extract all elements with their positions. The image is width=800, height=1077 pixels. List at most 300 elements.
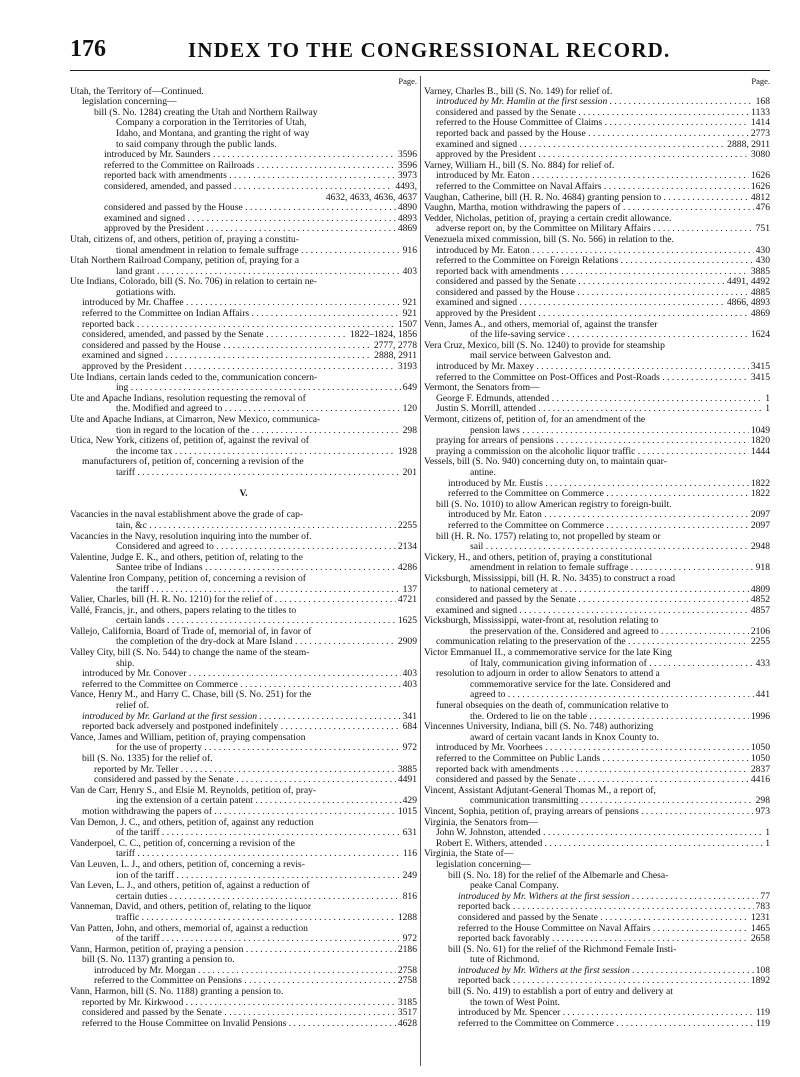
entry-text: amendment in relation to female suffrage . . . bbox=[470, 563, 770, 573]
entry-text: Considered and agreed to . . . bbox=[116, 542, 417, 552]
index-entry bbox=[70, 743, 417, 754]
index-entry bbox=[424, 108, 770, 119]
index-entry bbox=[424, 129, 770, 140]
index-entry bbox=[70, 510, 417, 521]
index-entry bbox=[424, 563, 770, 574]
page-reference: 2134 bbox=[397, 542, 417, 553]
index-entry bbox=[424, 913, 770, 924]
page-reference: 1444 bbox=[750, 446, 770, 457]
entry-text: communication transmitting . . . bbox=[470, 796, 770, 806]
index-entry bbox=[70, 796, 417, 807]
page-reference: 4493, bbox=[395, 181, 417, 192]
page-reference: 1822–1824, 1856 bbox=[349, 330, 417, 341]
index-entry bbox=[70, 129, 417, 140]
entry-text: ing the extension of a certain patent . . . bbox=[116, 796, 417, 806]
entry-text: for the use of property . . . bbox=[116, 743, 417, 753]
index-entry bbox=[70, 690, 417, 701]
entry-text: Virginia, the State of— bbox=[424, 849, 514, 860]
entry-text: peake Canal Company. bbox=[470, 881, 559, 892]
entry-text: Santee tribe of Indians . . . bbox=[116, 563, 417, 573]
index-entry bbox=[424, 839, 770, 850]
page-reference: 119 bbox=[755, 1018, 770, 1029]
entry-text: Vickery, H., and others, petition of, praying a constitutional bbox=[424, 552, 653, 563]
index-entry bbox=[70, 288, 417, 299]
index-entry bbox=[424, 786, 770, 797]
entry-text: resolution to adjourn in order to allow Senators to attend a bbox=[436, 669, 660, 680]
entry-text: the. Ordered to lie on the table . . . bbox=[470, 712, 770, 722]
index-entry bbox=[424, 288, 770, 299]
index-entry bbox=[424, 510, 770, 521]
entry-text: considered and passed by the Senate . . . bbox=[436, 595, 770, 605]
index-entry bbox=[424, 998, 770, 1009]
index-entry bbox=[70, 987, 417, 998]
index-entry bbox=[424, 362, 770, 373]
page-reference: 2658 bbox=[750, 934, 770, 945]
index-entry bbox=[424, 627, 770, 638]
entry-text: introduced by Mr. Withers at the first session . . . bbox=[458, 966, 770, 976]
entry-text: reported by Mr. Kirkwood . . . bbox=[82, 998, 417, 1008]
index-entry bbox=[70, 722, 417, 733]
index-entry bbox=[70, 945, 417, 956]
entry-text: Vance, James and William, petition of, praying compensation bbox=[70, 732, 306, 743]
index-entry bbox=[70, 171, 417, 182]
entry-text: introduced by Mr. Chaffee . . . bbox=[82, 298, 417, 308]
page-reference: 298 bbox=[755, 796, 770, 807]
page-reference: 1822 bbox=[750, 478, 770, 489]
index-entry bbox=[70, 532, 417, 543]
page-reference: 1624 bbox=[750, 330, 770, 341]
page-reference: 4286 bbox=[397, 563, 417, 574]
index-entry bbox=[70, 256, 417, 267]
entry-text: antine. bbox=[470, 467, 496, 478]
entry-text: Victor Emmanuel II., a commemorative service for the late King bbox=[424, 648, 672, 659]
page-reference: 3517 bbox=[397, 1008, 417, 1019]
index-entry bbox=[70, 637, 417, 648]
page-reference: 1 bbox=[765, 828, 770, 839]
page-reference: 1465 bbox=[750, 923, 770, 934]
entry-text: considered and passed by the Senate . . . bbox=[436, 108, 770, 118]
index-entry bbox=[424, 309, 770, 320]
entry-text: the completion of the dry-dock at Mare Island . . . bbox=[116, 637, 417, 647]
entry-text: to said company through the public lands. bbox=[116, 139, 277, 150]
page-reference: 1050 bbox=[750, 754, 770, 764]
entry-text: Ute and Apache Indians, resolution requesting the removal of bbox=[70, 393, 306, 404]
page-reference: 403 bbox=[402, 669, 417, 680]
page-reference: 816 bbox=[402, 891, 417, 902]
index-entry bbox=[424, 807, 770, 818]
page-reference: 4866, 4893 bbox=[726, 298, 770, 309]
entry-text: examined and signed . . . bbox=[436, 140, 770, 150]
page-reference: 3973 bbox=[397, 171, 417, 182]
index-entry bbox=[424, 722, 770, 733]
index-entry bbox=[70, 616, 417, 627]
index-entry bbox=[424, 447, 770, 458]
index-entry bbox=[70, 860, 417, 871]
entry-text: Vincent, Sophia, petition of, praying arrears of pensions . . . bbox=[424, 807, 770, 817]
entry-text: Varney, Charles B., bill (S. No. 149) for relief of. bbox=[424, 86, 613, 97]
entry-text: bill (S. No. 1010) to allow American registry to foreign-built. bbox=[436, 499, 672, 510]
entry-text: certain lands . . . bbox=[116, 616, 417, 626]
index-entry bbox=[70, 680, 417, 691]
index-entry bbox=[70, 150, 417, 161]
section-letter: V. bbox=[239, 489, 248, 500]
page-reference: 2758 bbox=[397, 965, 417, 976]
index-entry bbox=[424, 161, 770, 172]
index-entry bbox=[424, 955, 770, 966]
index-entry bbox=[424, 712, 770, 723]
entry-text: introduced by Mr. Conover . . . bbox=[82, 669, 417, 679]
index-entry bbox=[70, 606, 417, 617]
page-reference: 433 bbox=[755, 658, 770, 669]
entry-text: certain duties . . . bbox=[116, 892, 417, 902]
entry-text: Vermont, citizens of, petition of, for an amendment of the bbox=[424, 415, 646, 425]
index-entry bbox=[424, 892, 770, 903]
entry-text: introduced by Mr. Withers at the first session . . . bbox=[458, 892, 770, 902]
page-reference: 1015 bbox=[397, 806, 417, 817]
page-reference: 4416 bbox=[750, 775, 770, 786]
index-entry bbox=[70, 807, 417, 818]
entry-text: bill (S. No. 18) for the relief of the Albemarle and Chesa- bbox=[448, 870, 669, 881]
index-entry bbox=[424, 659, 770, 670]
index-entry bbox=[70, 902, 417, 913]
page-reference: 2758 bbox=[397, 976, 417, 987]
index-entry bbox=[424, 246, 770, 257]
entry-text: Van Patten, John, and others, memorial of, against a reduction bbox=[70, 923, 308, 934]
page-reference: 916 bbox=[402, 245, 417, 256]
page-reference: 2186 bbox=[397, 944, 417, 955]
page-reference: 2097 bbox=[750, 520, 770, 531]
entry-text: bill (H. R. No. 1757) relating to, not propelled by steam or bbox=[436, 531, 661, 542]
entry-text: traffic . . . bbox=[116, 913, 417, 923]
index-entry bbox=[424, 733, 770, 744]
entry-text: Venn, James A., and others, memorial of, against the transfer bbox=[424, 319, 658, 330]
page-reference: 1 bbox=[765, 404, 770, 415]
page-reference: 119 bbox=[755, 1008, 770, 1019]
page-reference: 403 bbox=[402, 266, 417, 277]
index-entry bbox=[70, 341, 417, 352]
page-reference: 921 bbox=[402, 309, 417, 320]
page-reference: 1996 bbox=[750, 711, 770, 722]
entry-text: referred to the Committee on Pensions . . . bbox=[94, 976, 417, 986]
entry-text: Van Leuven, L. J., and others, petition of, concerning a revis- bbox=[70, 859, 305, 870]
page-reference: 649 bbox=[402, 383, 417, 394]
index-entry bbox=[70, 362, 417, 373]
page-reference: 4721 bbox=[397, 595, 417, 606]
index-entry bbox=[424, 754, 770, 765]
entry-text: George F. Edmunds, attended . . . bbox=[436, 394, 770, 404]
entry-text: Vacancies in the Navy, resolution inquiring into the number of. bbox=[70, 531, 312, 542]
index-entry bbox=[70, 775, 417, 786]
entry-text: introduced by Mr. Voorhees . . . bbox=[436, 743, 770, 753]
page-reference: 3193 bbox=[397, 362, 417, 373]
index-entry bbox=[424, 87, 770, 98]
entry-text: introduced by Mr. Eaton . . . bbox=[448, 510, 770, 520]
index-entry bbox=[424, 553, 770, 564]
page-reference: 430 bbox=[755, 256, 770, 267]
entry-text: introduced by Mr. Eaton . . . bbox=[436, 246, 770, 256]
entry-text: mail service between Galveston and. bbox=[470, 351, 611, 362]
page-reference: 4491, 4492 bbox=[726, 277, 770, 288]
index-entry bbox=[70, 1008, 417, 1019]
page-reference: 4852 bbox=[750, 595, 770, 606]
entry-text: Utah Northern Railroad Company, petition of, praying for a bbox=[70, 256, 300, 267]
entry-text: Vaughn, Martha, motion withdrawing the papers of . . . bbox=[424, 203, 770, 213]
entry-text: Vessels, bill (S. No. 940) concerning duty on, to maintain quar- bbox=[424, 457, 667, 468]
entry-text: Vedder, Nicholas, petition of, praying a certain credit allowance. bbox=[424, 213, 672, 224]
entry-text: manufacturers of, petition of, concerning a revision of the bbox=[82, 457, 304, 468]
entry-text: reported back . . . bbox=[458, 902, 770, 912]
page-reference: 631 bbox=[402, 828, 417, 839]
page-reference: 4857 bbox=[750, 605, 770, 616]
page-reference: 341 bbox=[402, 711, 417, 722]
entry-text: Vaughan, Catherine, bill (H. R. No. 4684) granting pension to . . . bbox=[424, 193, 770, 203]
page-reference: 4890 bbox=[397, 203, 417, 214]
page-reference: 137 bbox=[402, 584, 417, 595]
index-entry bbox=[70, 574, 417, 585]
page-reference: 1625 bbox=[397, 616, 417, 627]
page-reference: 921 bbox=[402, 298, 417, 309]
index-entry bbox=[424, 457, 770, 468]
page-reference: 441 bbox=[755, 690, 770, 701]
entry-text: bill (S. No. 419) to establish a port of entry and delivery at bbox=[448, 987, 673, 998]
entry-text: reported back and passed by the House . . . bbox=[436, 129, 770, 139]
index-entry bbox=[424, 373, 770, 384]
entry-text: considered and passed by the Senate . . . bbox=[94, 775, 417, 785]
index-entry bbox=[424, 341, 770, 352]
index-entry bbox=[70, 553, 417, 564]
page-reference: 684 bbox=[402, 722, 417, 733]
entry-text: considered and passed by the House . . . bbox=[82, 341, 417, 351]
entry-text: Vincennes University, Indiana, bill (S. No. 748) authorizing bbox=[424, 722, 654, 733]
entry-text: referred to the House Committee on Naval Affairs . . . bbox=[458, 924, 770, 934]
index-entry bbox=[70, 839, 417, 850]
page-reference: 3080 bbox=[750, 150, 770, 161]
page-reference: 783 bbox=[755, 902, 770, 913]
page-reference: 201 bbox=[402, 467, 417, 478]
index-entry bbox=[424, 330, 770, 341]
entry-text: reported back adversely and postponed indefinitely . . . bbox=[82, 722, 417, 732]
index-entry bbox=[424, 701, 770, 712]
index-entry bbox=[70, 701, 417, 712]
index-entry bbox=[424, 468, 770, 479]
entry-text: reported back . . . bbox=[458, 976, 770, 986]
index-entry bbox=[70, 585, 417, 596]
entry-text: the. Modified and agreed to . . . bbox=[116, 404, 417, 414]
entry-text: bill (S. No. 61) for the relief of the Richmond Female Insti- bbox=[448, 944, 677, 955]
index-entry bbox=[70, 871, 417, 882]
page-reference: 1 bbox=[765, 838, 770, 849]
page-reference: 4491 bbox=[397, 775, 417, 786]
index-entry bbox=[424, 945, 770, 956]
entry-text: Vincent, Assistant Adjutant-General Thomas M., a report of, bbox=[424, 785, 656, 796]
entry-text: of the tariff . . . bbox=[116, 934, 417, 944]
entry-text: referred to the Committee on Commerce . . . bbox=[82, 680, 417, 690]
index-entry bbox=[424, 881, 770, 892]
entry-text: referred to the Committee on Foreign Relations . . . bbox=[436, 256, 770, 266]
index-entry bbox=[70, 828, 417, 839]
index-entry bbox=[70, 140, 417, 151]
entry-text: Van Demon, J. C., and others, petition of, against any reduction bbox=[70, 817, 314, 828]
entry-text: Ute and Apache Indians, at Cimarron, New Mexico, communica- bbox=[70, 415, 321, 425]
index-entry bbox=[424, 849, 770, 860]
entry-text: referred to the Committee on Post-Offices and Post-Roads . . . bbox=[436, 373, 770, 383]
index-entry bbox=[70, 87, 417, 98]
entry-text: praying for arrears of pensions . . . bbox=[436, 436, 770, 446]
page-reference: 4885 bbox=[750, 287, 770, 298]
entry-text: reported back with amendments . . . bbox=[436, 267, 770, 277]
entry-text: referred to the Committee on Commerce . . . bbox=[458, 1019, 770, 1029]
entry-text: Justin S. Morrill, attended . . . bbox=[436, 404, 770, 414]
entry-text: examined and signed . . . bbox=[104, 214, 417, 224]
left-index-column bbox=[70, 76, 417, 1072]
index-entry bbox=[424, 669, 770, 680]
index-entry bbox=[70, 161, 417, 172]
entry-text: motion withdrawing the papers of . . . bbox=[82, 807, 417, 817]
index-entry bbox=[424, 585, 770, 596]
index-entry bbox=[70, 765, 417, 776]
entry-text: approved by the President . . . bbox=[436, 309, 770, 319]
entry-text: considered and passed by the Senate . . . bbox=[458, 913, 770, 923]
entry-text: pension laws . . . bbox=[470, 426, 770, 436]
spacer bbox=[70, 500, 417, 511]
page-reference: 2909 bbox=[397, 637, 417, 648]
entry-text: introduced by Mr. Saunders . . . bbox=[104, 150, 417, 160]
entry-text: Vallejo, California, Board of Trade of, memorial of, in favor of bbox=[70, 626, 312, 637]
entry-text: considered, amended, and passed . . . bbox=[104, 182, 417, 192]
index-entry bbox=[424, 436, 770, 447]
page-reference: 3415 bbox=[750, 362, 770, 373]
index-entry bbox=[424, 775, 770, 786]
index-entry bbox=[70, 521, 417, 532]
entry-text: tariff . . . bbox=[116, 468, 417, 478]
entry-text: approved by the President . . . bbox=[436, 150, 770, 160]
index-entry bbox=[70, 404, 417, 415]
page-reference: 3415 bbox=[750, 372, 770, 383]
page-reference: 476 bbox=[755, 203, 770, 214]
entry-text: bill (S. No. 1137) granting a pension to. bbox=[82, 955, 235, 966]
index-entry bbox=[70, 193, 417, 204]
entry-text: relief of. bbox=[116, 701, 150, 712]
entry-text: tute of Richmond. bbox=[470, 955, 540, 966]
entry-text: Van de Carr, Henry S., and Elsie M. Reynolds, petition of, pray- bbox=[70, 785, 317, 796]
index-entry bbox=[70, 436, 417, 447]
entry-text: Varney, William H., bill (S. No. 884) for relief of. bbox=[424, 160, 615, 171]
index-entry bbox=[424, 902, 770, 913]
entry-text: tariff . . . bbox=[116, 849, 417, 859]
page-title: INDEX TO THE CONGRESSIONAL RECORD. bbox=[188, 38, 671, 62]
entry-text: examined and signed . . . bbox=[436, 298, 770, 308]
index-entry bbox=[424, 383, 770, 394]
index-entry bbox=[424, 171, 770, 182]
entry-text: John W. Johnston, attended . . . bbox=[436, 828, 770, 838]
spacer bbox=[70, 479, 417, 490]
entry-text: Company a corporation in the Territories of Utah, bbox=[116, 118, 307, 129]
index-entry bbox=[70, 818, 417, 829]
index-entry bbox=[424, 871, 770, 882]
index-entry bbox=[70, 118, 417, 129]
entry-text: bill (S. No. 1284) creating the Utah and Northern Railway bbox=[94, 107, 318, 118]
index-entry bbox=[70, 351, 417, 362]
index-entry bbox=[70, 320, 417, 331]
index-entry bbox=[70, 309, 417, 320]
entry-text: ship. bbox=[116, 658, 135, 669]
index-entry bbox=[424, 214, 770, 225]
entry-text: tion in regard to the location of the . . . bbox=[116, 426, 417, 436]
entry-text: reported back with amendments . . . bbox=[104, 171, 417, 181]
entry-text: reported by Mr. Teller . . . bbox=[94, 765, 417, 775]
column-divider bbox=[420, 76, 421, 1066]
page-reference: 4893 bbox=[397, 213, 417, 224]
index-entry bbox=[70, 457, 417, 468]
index-entry bbox=[70, 648, 417, 659]
index-entry bbox=[424, 256, 770, 267]
entry-text: introduced by Mr. Hamlin at the first session . . . bbox=[436, 97, 770, 107]
entry-text: the income tax . . . bbox=[116, 447, 417, 457]
entry-text: Valentine Iron Company, petition of, concerning a revision of bbox=[70, 573, 306, 584]
entry-text: Van Leven, L. J., and others, petition of, against a reduction of bbox=[70, 881, 310, 892]
page-number: 176 bbox=[70, 36, 106, 62]
index-entry bbox=[424, 500, 770, 511]
entry-text: considered and passed by the House . . . bbox=[436, 288, 770, 298]
index-entry bbox=[424, 97, 770, 108]
entry-text: of the life-saving service . . . bbox=[470, 330, 770, 340]
entry-text: of Italy, communication giving information of . . . bbox=[470, 659, 770, 669]
index-entry bbox=[424, 828, 770, 839]
page-reference: 1049 bbox=[750, 425, 770, 436]
index-entry bbox=[70, 754, 417, 765]
entry-text: Utah, citizens of, and others, petition of, praying a constitu- bbox=[70, 234, 299, 245]
page-reference: 1050 bbox=[750, 743, 770, 754]
index-entry bbox=[424, 796, 770, 807]
page-reference: 403 bbox=[402, 679, 417, 690]
index-entry bbox=[424, 394, 770, 405]
index-entry bbox=[424, 690, 770, 701]
entry-text: reported back with amendments . . . bbox=[436, 765, 770, 775]
entry-text: referred to the Committee on Railroads . . . bbox=[104, 161, 417, 171]
entry-text: Vanneman, David, and others, petition of, relating to the liquor bbox=[70, 902, 312, 913]
index-entry bbox=[70, 235, 417, 246]
index-entry bbox=[70, 1019, 417, 1030]
index-entry bbox=[424, 235, 770, 246]
index-entry bbox=[424, 595, 770, 606]
page-reference: 2948 bbox=[750, 542, 770, 553]
page-reference: 2888, 2911 bbox=[727, 139, 770, 150]
entry-text: Valentine, Judge E. K., and others, petition of, relating to the bbox=[70, 552, 303, 563]
entry-text: commemorative service for the late. Considered and bbox=[470, 679, 671, 690]
page-reference: 116 bbox=[402, 849, 417, 860]
index-entry bbox=[70, 669, 417, 680]
entry-text: Vicksburgh, Mississippi, water-front at, resolution relating to bbox=[424, 616, 659, 627]
entry-text: praying a commission on the alcoholic liquor traffic . . . bbox=[436, 447, 770, 457]
page-reference: 1892 bbox=[750, 976, 770, 987]
page-reference: 4809 bbox=[750, 584, 770, 595]
page-reference: 429 bbox=[402, 796, 417, 807]
page-reference: 1822 bbox=[750, 489, 770, 500]
index-entry bbox=[424, 298, 770, 309]
entry-text: the tariff . . . bbox=[116, 585, 417, 595]
entry-text: legislation concerning— bbox=[82, 97, 177, 108]
index-entry bbox=[424, 426, 770, 437]
entry-text: Vicksburgh, Mississippi, bill (H. R. No. 3435) to construct a road bbox=[424, 573, 676, 584]
entry-text: considered and passed by the House . . . bbox=[104, 203, 417, 213]
page-reference: 2773 bbox=[750, 128, 770, 139]
entry-text: considered, amended, and passed by the Senate . . . bbox=[82, 330, 417, 340]
index-entry bbox=[70, 373, 417, 384]
page-reference: 298 bbox=[402, 425, 417, 436]
index-entry bbox=[70, 277, 417, 288]
entry-text: tional amendment in relation to female suffrage . . . bbox=[116, 246, 417, 256]
entry-text: Venezuela mixed commission, bill (S. No. 566) in relation to the. bbox=[424, 234, 674, 245]
